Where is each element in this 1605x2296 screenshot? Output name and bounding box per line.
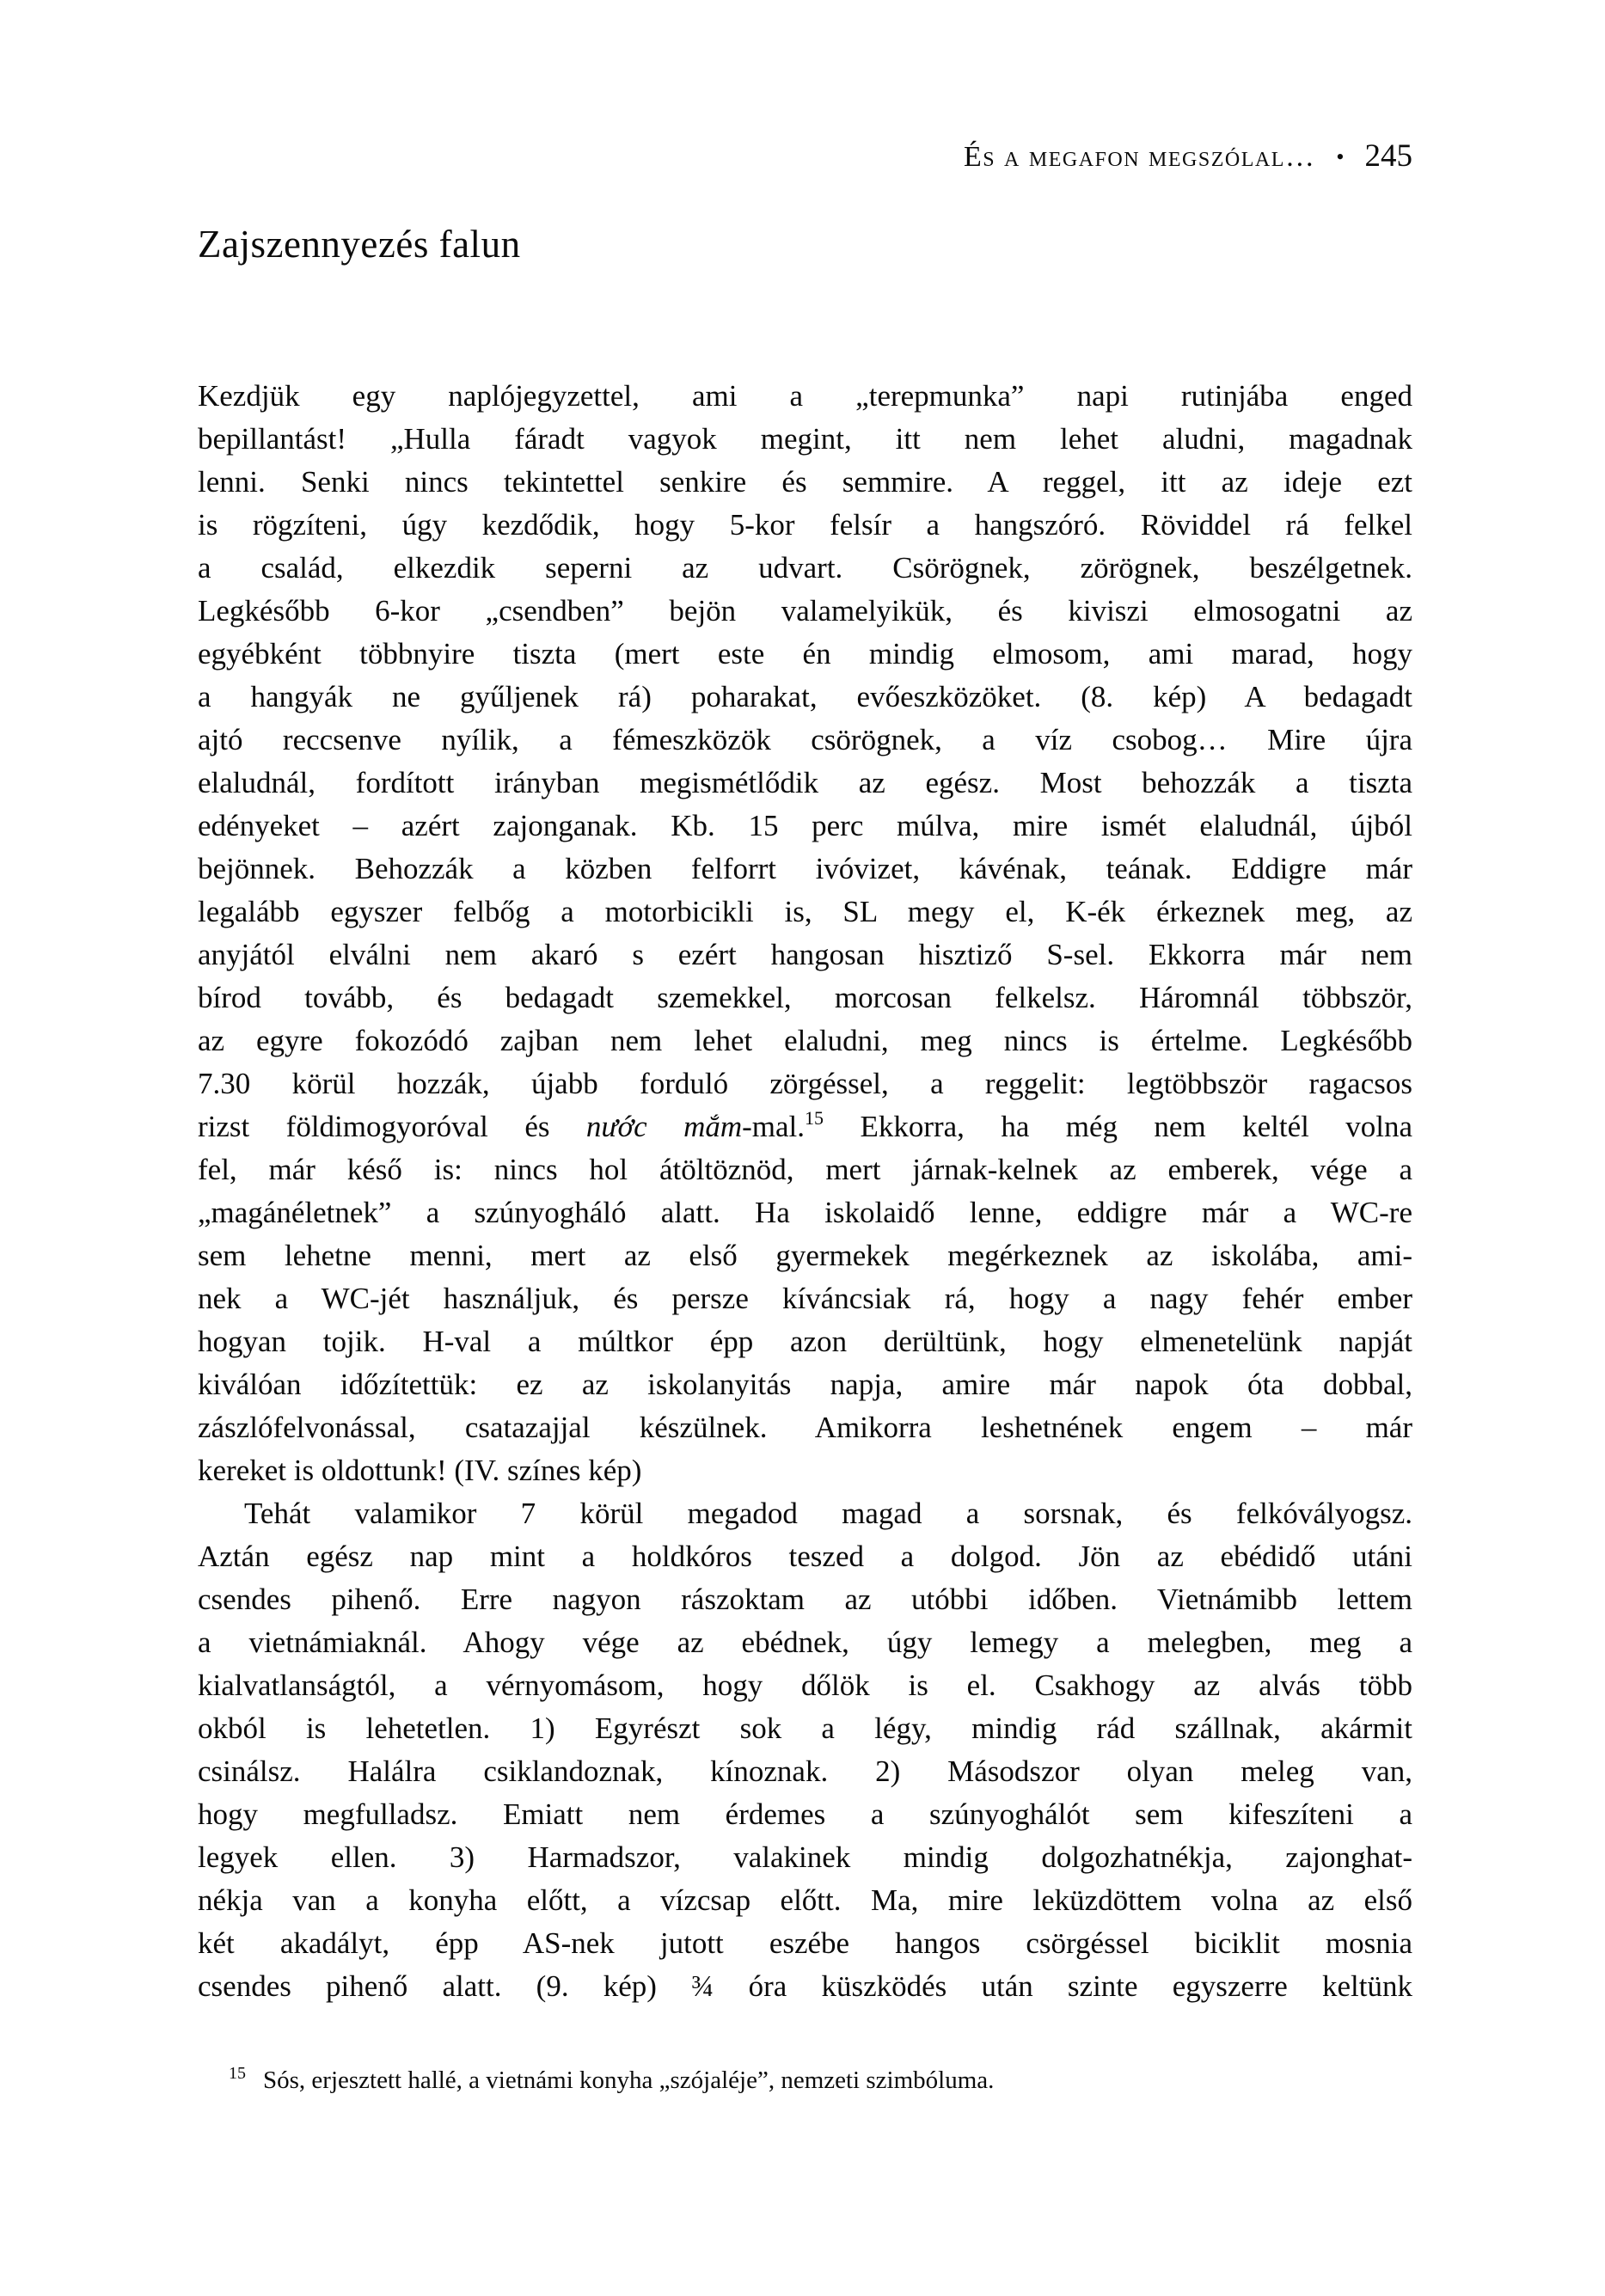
text-line (198, 1363, 1412, 1406)
text-line (198, 1105, 1412, 1148)
text-segment: bírod tovább, és bedagadt szemekkel, morcosan felkelsz. Háromnál többször, (198, 981, 1412, 1014)
header-bullet-separator: • (1336, 144, 1345, 169)
text-segment: sem lehetne menni, mert az első gyermekek megérkeznek az iskolába, ami- (198, 1239, 1412, 1272)
text-segment: legalább egyszer felbőg a motorbicikli is, SL megy el, K-ék érkeznek meg, az (198, 895, 1412, 928)
text-segment: legyek ellen. 3) Harmadszor, valakinek mindig dolgozhatnékja, zajonghat- (198, 1840, 1412, 1874)
text-segment: kialvatlanságtól, a vérnyomásom, hogy dőlök is el. Csakhogy az alvás több (198, 1668, 1412, 1702)
text-line (198, 719, 1412, 762)
text-line (198, 547, 1412, 590)
text-segment: okból is lehetetlen. 1) Egyrészt sok a légy, mindig rád szállnak, akármit (198, 1711, 1412, 1745)
text-segment: Ekkorra, ha még nem keltél volna (824, 1110, 1412, 1143)
text-segment: anyjától elválni nem akaró s ezért hangosan hisztiző S-sel. Ekkorra már nem (198, 938, 1412, 971)
text-line (198, 504, 1412, 547)
text-segment: egyébként többnyire tiszta (mert este én mindig elmosom, ami marad, hogy (198, 637, 1412, 670)
text-segment: Kezdjük egy naplójegyzettel, ami a „terepmunka” napi rutinjába enged (198, 379, 1412, 413)
text-line (198, 418, 1412, 461)
text-segment: elaludnál, fordított irányban megismétlődik az egész. Most behozzák a tiszta (198, 766, 1412, 799)
text-segment: edényeket – azért zajonganak. Kb. 15 perc múlva, mire ismét elaludnál, újból (198, 809, 1412, 842)
text-segment: bepillantást! „Hulla fáradt vagyok megint, itt nem lehet aludni, magadnak (198, 422, 1412, 456)
footnote-ref: 15 (805, 1107, 824, 1129)
text-line (198, 1062, 1412, 1105)
text-segment: Legkésőbb 6-kor „csendben” bejön valamelyikük, és kiviszi elmosogatni az (198, 594, 1412, 628)
text-line (198, 762, 1412, 805)
footnote-marker: 15 (229, 2064, 246, 2083)
running-title: És a megafon megszólal… (963, 141, 1316, 173)
text-segment: ajtó reccsenve nyílik, a fémeszközök csörögnek, a víz csobog… Mire újra (198, 723, 1412, 756)
text-line (198, 1836, 1412, 1879)
footnote (198, 2056, 1412, 2097)
text-segment: a vietnámiaknál. Ahogy vége az ebédnek, úgy lemegy a melegben, meg a (198, 1626, 1412, 1659)
text-segment: zászlófelvonással, csatazajjal készülnek. Amikorra leshetnének engem – már (198, 1411, 1412, 1444)
text-line (198, 375, 1412, 418)
text-line (198, 977, 1412, 1019)
text-segment: fel, már késő is: nincs hol átöltöznöd, mert járnak-kelnek az emberek, vége a (198, 1153, 1412, 1186)
text-segment: a család, elkezdik seperni az udvart. Csörögnek, zörögnek, beszélgetnek. (198, 551, 1412, 585)
text-segment: kereket is oldottunk! (IV. színes kép) (198, 1454, 642, 1487)
text-line (198, 1277, 1412, 1320)
text-line (198, 1965, 1412, 2008)
section-title: Zajszennyezés falun (198, 223, 521, 266)
text-line (198, 1793, 1412, 1836)
text-line (198, 1320, 1412, 1363)
text-segment: csendes pihenő alatt. (9. kép) ¾ óra küszködés után szinte egyszerre keltünk (198, 1969, 1412, 2003)
text-segment: a hangyák ne gyűljenek rá) poharakat, evőeszközöket. (8. kép) A bedagadt (198, 680, 1412, 713)
text-segment: az egyre fokozódó zajban nem lehet elaludni, meg nincs is értelme. Legkésőbb (198, 1024, 1412, 1057)
text-segment: rizst földimogyoróval és (198, 1110, 586, 1143)
text-segment: nước mắm (585, 1110, 743, 1143)
text-line (198, 1234, 1412, 1277)
text-segment: csinálsz. Halálra csiklandoznak, kínoznak. 2) Másodszor olyan meleg van, (198, 1754, 1412, 1788)
text-line (198, 1922, 1412, 1965)
text-line (198, 848, 1412, 891)
text-segment: hogy megfulladsz. Emiatt nem érdemes a szúnyoghálót sem kifeszíteni a (198, 1797, 1412, 1831)
text-segment: hogyan tojik. H-val a múltkor épp azon derültünk, hogy elmenetelünk napját (198, 1325, 1412, 1358)
text-line (198, 1148, 1412, 1191)
text-line (198, 1621, 1412, 1664)
text-line (198, 891, 1412, 934)
text-line (198, 805, 1412, 848)
text-line (198, 1191, 1412, 1234)
text-line (198, 676, 1412, 719)
text-line (198, 1664, 1412, 1707)
text-line (198, 1019, 1412, 1062)
text-line (198, 1879, 1412, 1922)
text-segment: is rögzíteni, úgy kezdődik, hogy 5-kor felsír a hangszóró. Röviddel rá felkel (198, 508, 1412, 542)
text-segment: -mal. (742, 1110, 806, 1143)
text-line (198, 1707, 1412, 1750)
body-text (198, 375, 1412, 2008)
text-line (198, 590, 1412, 633)
text-segment: Tehát valamikor 7 körül megadod magad a sorsnak, és felkóvályogsz. (244, 1497, 1412, 1530)
text-segment: csendes pihenő. Erre nagyon rászoktam az utóbbi időben. Vietnámibb lettem (198, 1583, 1412, 1616)
running-header (198, 138, 1412, 174)
text-line (198, 934, 1412, 977)
text-line (198, 1578, 1412, 1621)
text-line (198, 461, 1412, 504)
text-segment: nékja van a konyha előtt, a vízcsap előtt. Ma, mire leküzdöttem volna az első (198, 1883, 1412, 1917)
text-line (198, 1535, 1412, 1578)
text-segment: „magánéletnek” a szúnyogháló alatt. Ha iskolaidő lenne, eddigre már a WC-re (198, 1196, 1412, 1229)
footnote-text: Sós, erjesztett hallé, a vietnámi konyha „szójaléje”, nemzeti szimbóluma. (263, 2066, 995, 2094)
text-segment: kiválóan időzítettük: ez az iskolanyitás napja, amire már napok óta dobbal, (198, 1368, 1412, 1401)
text-segment: 7.30 körül hozzák, újabb forduló zörgéssel, a reggelit: legtöbbször ragacsos (198, 1067, 1412, 1100)
text-line (198, 1492, 1412, 1535)
text-line (198, 1406, 1412, 1449)
text-segment: lenni. Senki nincs tekintettel senkire és semmire. A reggel, itt az ideje ezt (198, 465, 1412, 499)
text-segment: nek a WC-jét használjuk, és persze kíváncsiak rá, hogy a nagy fehér ember (198, 1282, 1412, 1315)
text-segment: két akadályt, épp AS-nek jutott eszébe hangos csörgéssel biciklit mosnia (198, 1926, 1412, 1960)
page-number: 245 (1364, 138, 1412, 174)
text-line (198, 1449, 1412, 1492)
text-line (198, 633, 1412, 676)
text-line (198, 1750, 1412, 1793)
text-segment: Aztán egész nap mint a holdkóros teszed a dolgod. Jön az ebédidő utáni (198, 1540, 1412, 1573)
text-segment: bejönnek. Behozzák a közben felforrt ivóvizet, kávénak, teának. Eddigre már (198, 852, 1412, 885)
